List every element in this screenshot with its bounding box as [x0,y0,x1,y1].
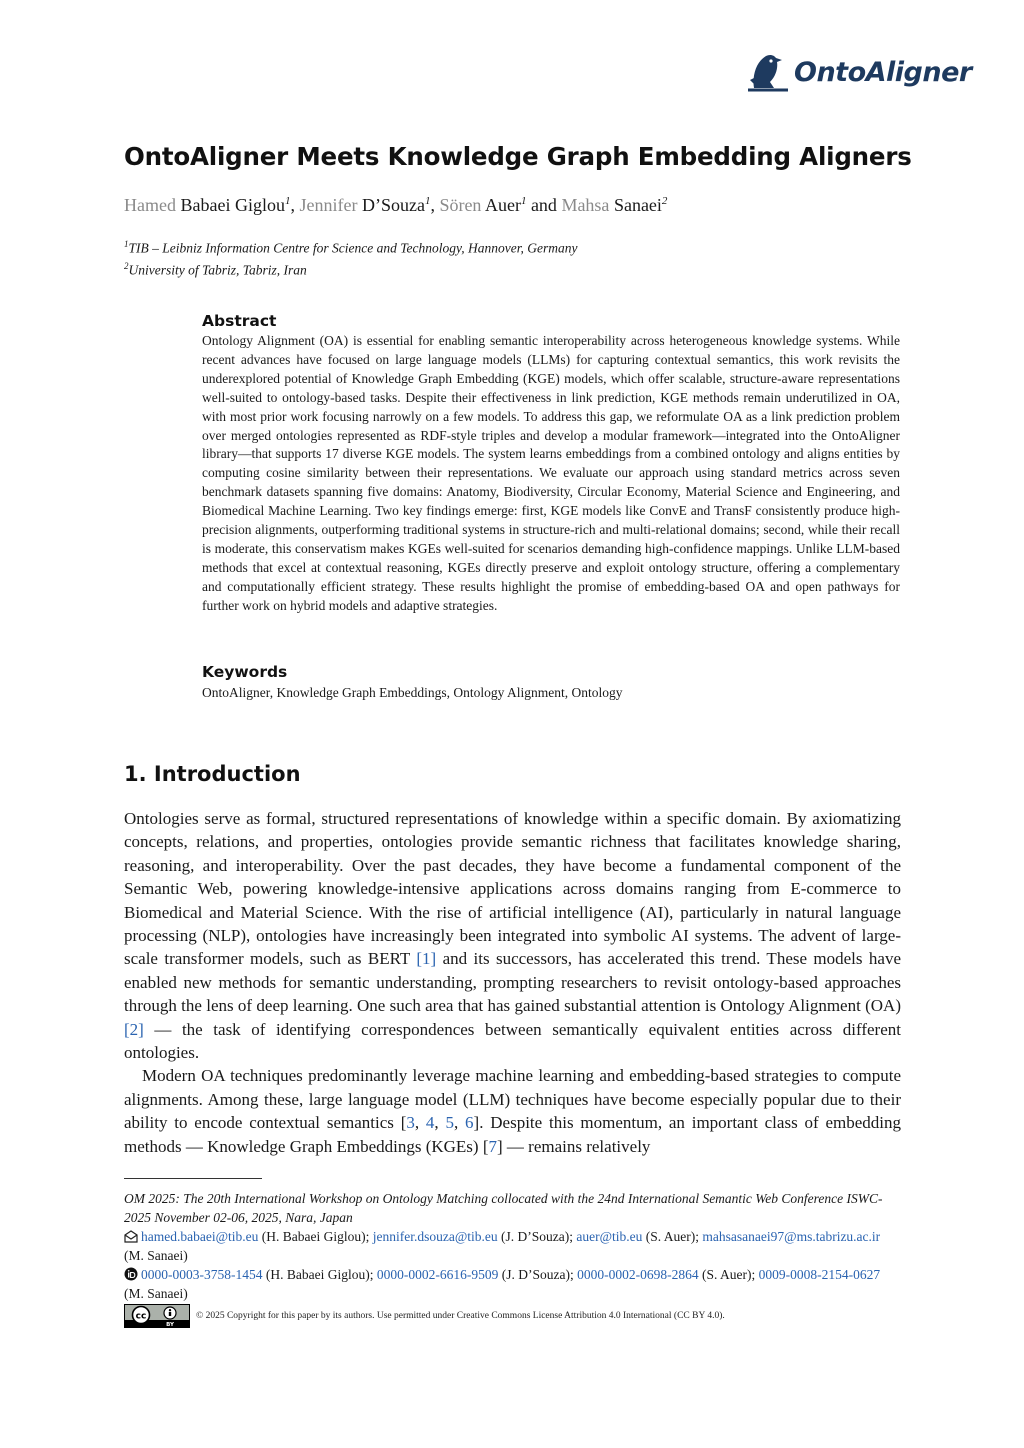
author-babaei: Hamed Babaei Giglou$^1$, [124,195,300,215]
citation-link[interactable]: 4 [425,1113,435,1133]
section-heading-introduction: 1. Introduction [124,762,301,786]
email-link[interactable]: auer@tib.eu [576,1229,643,1244]
abstract [202,312,900,616]
author-sanaei: Mahsa Sanaei$^2$ [561,195,668,215]
author-dsouza: Jennifer D’Souza$^1$, [299,195,440,215]
footnote-venue: OM 2025: The 20th International Workshop on Ontology Matching collocated with the 24nd International Semantic Web Conference ISWC-2025 November 02-06, 2025, Nara, Japan [124,1191,883,1225]
orcid-link[interactable]: 0000-0002-6616-9509 [376,1267,499,1282]
abstract-heading: Abstract [202,312,277,330]
license-block [124,1304,725,1328]
svg-text:cc: cc [135,1311,147,1322]
citation-link[interactable]: [2] [124,1019,144,1039]
footnote-orcids: 0000-0003-3758-1454 (H. Babaei Giglou); 0000-0002-6616-9509 (J. D’Souza); 0000-0002-0698-2864 (S. Auer); 0009-0008-2154-0627 (M. Sanaei) [124,1267,881,1301]
cc-badge-label: BY [166,1322,174,1327]
logo-text: OntoAligner [794,56,972,88]
orcid-icon [124,1267,138,1281]
keywords-heading: Keywords [202,663,288,681]
citation-link[interactable]: [1] [416,949,437,969]
author-list [124,195,667,216]
email-link[interactable]: jennifer.dsouza@tib.eu [372,1229,498,1244]
email-link[interactable]: mahsasanaei97@ms.tabrizu.ac.ir [702,1229,881,1244]
paper-title: OntoAligner Meets Knowledge Graph Embedding Aligners [124,142,912,171]
citation-link[interactable]: 7 [488,1136,497,1156]
orcid-link[interactable]: 0000-0003-3758-1454 [141,1267,263,1282]
intro-paragraph-2: Modern OA techniques predominantly leverage machine learning and embedding-based strategies to compute alignments. Among these, large language model (LLM) techniques have become especially popular due to their ability to encode contextual semantics [3, 4, 5, 6]. Despite this momentum, an important class of embedding methods — Knowledge Graph Embeddings (KGEs) [7] — remains relatively [124,1066,902,1156]
footnote-rule [124,1178,262,1179]
citation-link[interactable]: 6 [465,1113,474,1133]
intro-paragraph-1: Ontologies serve as formal, structured representations of knowledge within a specific domain. By axiomatizing concepts, relations, and properties, ontologies provide semantic richness that facilitates knowledge sharing, reasoning, and interoperability. Over the past decades, they have become a fundamental component of the Semantic Web, powering knowledge-intensive applications across domains ranging from E-commerce to Biomedical and Material Science. With the rise of artificial intelligence (AI), particularly in natural language processing (NLP), ontologies have increasingly been integrated into symbolic AI systems. The advent of large-scale transformer models, such as BERT [1] and its successors, has accelerated this trend. These models have enabled new methods for semantic understanding, prompting researchers to revisit ontology-based approaches through the lens of deep learning. One such area that has gained substantial attention is Ontology Alignment (OA) [2] — the task of identifying correspondences between semantically equivalent entities across different ontologies. [124,809,901,1063]
ontoaligner-logo [744,50,972,94]
keywords [202,663,900,701]
footnote-emails: hamed.babaei@tib.eu (H. Babaei Giglou); jennifer.dsouza@tib.eu (J. D’Souza); auer@tib.eu (S. Auer); mahsasanaei97@ms.tabrizu.ac.ir (M. Sanaei) [124,1229,881,1263]
orcid-link[interactable]: 0009-0008-2154-0627 [758,1267,881,1282]
affiliation-1: $^1$TIB – Leibniz Information Centre for Science and Technology, Hannover, Germany [124,239,578,256]
bird-icon [744,50,792,94]
introduction-body [124,807,901,1158]
cc-by-badge [124,1304,190,1328]
orcid-link[interactable]: 0000-0002-0698-2864 [577,1267,699,1282]
cc-icon [125,1305,189,1327]
affiliation-2: $^2$University of Tabriz, Tabriz, Iran [124,261,307,278]
citation-link[interactable]: 3 [406,1113,415,1133]
keywords-text: OntoAligner, Knowledge Graph Embeddings, Ontology Alignment, Ontology [202,685,623,700]
license-text: © 2025 Copyright for this paper by its authors. Use permitted under Creative Commons License Attribution 4.0 International (CC BY 4.0). [196,1311,725,1321]
citation-link[interactable]: 5 [445,1113,454,1133]
envelope-icon [124,1230,138,1243]
email-link[interactable]: hamed.babaei@tib.eu [141,1229,259,1244]
author-auer: Sören Auer$^1$ and [439,195,562,215]
abstract-text: Ontology Alignment (OA) is essential for enabling semantic interoperability across heterogeneous knowledge systems. While recent advances have focused on large language models (LLMs) for capturing contextual semantics, this work revisits the underexplored potential of Knowledge Graph Embedding (KGE) models, which offer scalable, structure-aware representations well-suited to ontology-based tasks. Despite their effectiveness in link prediction, KGE methods remain underutilized in OA, with most prior work focusing narrowly on a few models. To address this gap, we reformulate OA as a link prediction problem over merged ontologies represented as RDF-style triples and develop a modular framework—integrated into the OntoAligner library—that supports 17 diverse KGE models. The system learns embeddings from a combined ontology and aligns entities by computing cosine similarity between their representations. We evaluate our approach using standard metrics across seven benchmark datasets spanning five domains: Anatomy, Biodiversity, Circular Economy, Material Science and Engineering, and Biomedical Machine Learning. Two key findings emerge: first, KGE models like ConvE and TransF consistently produce high-precision alignments, outperforming traditional systems in structure-rich and multi-relational domains; second, while their recall is moderate, this conservatism makes KGEs well-suited for scenarios demanding high-confidence mappings. Unlike LLM-based methods that excel at contextual reasoning, KGEs directly preserve and exploit ontology structure, offering a complementary and computationally efficient strategy. These results highlight the promise of embedding-based OA and open pathways for further work on hybrid models and adaptive strategies. [202,333,900,613]
